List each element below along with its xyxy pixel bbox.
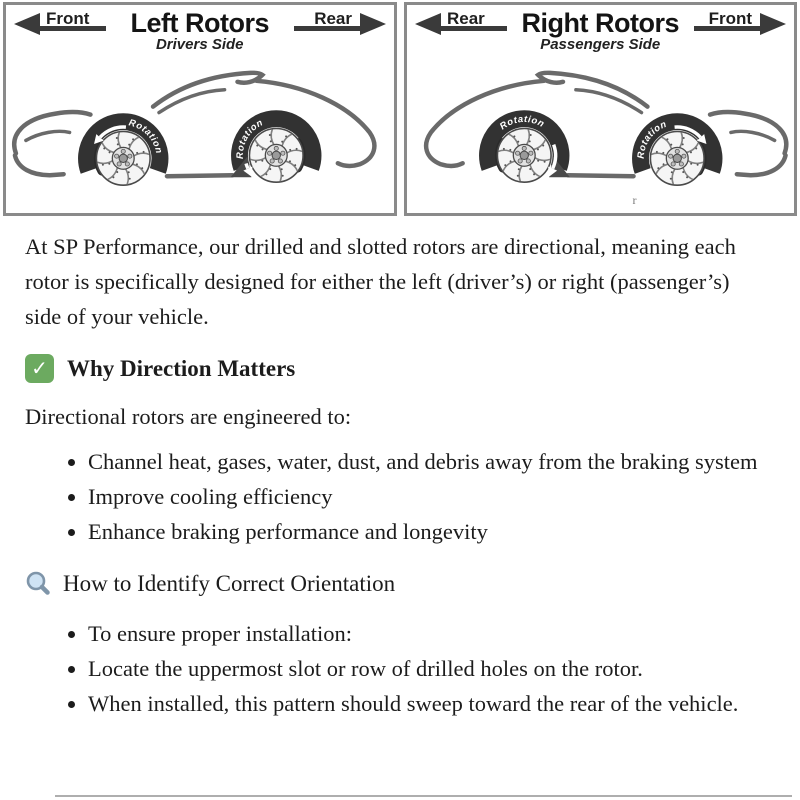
right-rotors-panel <box>404 2 798 216</box>
direction-label: Front <box>46 9 90 28</box>
direction-label: Front <box>708 9 752 28</box>
scan-artifact: r <box>632 193 637 207</box>
rotor-direction-diagram <box>3 2 797 216</box>
intro-paragraph: At SP Performance, our drilled and slotted rotors are directional, meaning each rotor is specifically designed for either the left (driver’s) or right (passenger’s) side of your vehicle. <box>25 234 736 329</box>
panel-title-block <box>131 10 270 54</box>
benefits-list <box>25 444 772 549</box>
rear-direction-arrow-icon <box>413 9 511 39</box>
rotation-label: Rotation <box>496 112 547 132</box>
list-item: • Enhance braking performance and longevity <box>88 514 772 549</box>
section-title: Why Direction Matters <box>67 356 296 381</box>
panel-title: Right Rotors <box>521 8 679 38</box>
panel-subtitle: Passengers Side <box>540 36 661 53</box>
rotation-label: Rotation <box>127 115 166 155</box>
panel-subtitle: Drivers Side <box>155 36 244 53</box>
rear-direction-arrow-icon <box>290 9 388 39</box>
direction-label: Rear <box>446 9 485 28</box>
left-rotors-panel <box>3 2 397 216</box>
panel-title-block <box>522 10 679 54</box>
section-heading-identify-orientation <box>25 566 772 601</box>
section-heading-why-direction-matters <box>25 351 772 386</box>
list-item: • Locate the uppermost slot or row of drilled holes on the rotor. <box>88 651 772 686</box>
section-lead: Directional rotors are engineered to: <box>25 404 352 429</box>
front-direction-arrow-icon <box>12 9 110 39</box>
magnifier-icon <box>25 570 52 597</box>
list-item: • To ensure proper installation: <box>88 616 772 651</box>
article <box>0 229 800 721</box>
panel-header <box>407 5 795 54</box>
bottom-divider <box>55 795 792 797</box>
rotation-label: Rotation <box>233 115 265 159</box>
check-icon: ✓ <box>25 354 54 383</box>
list-item: • When installed, this pattern should sweep toward the rear of the vehicle. <box>88 686 772 721</box>
rotation-label: Rotation <box>634 117 668 159</box>
section-title: How to Identify Correct Orientation <box>63 571 396 596</box>
car-illustration-left-side <box>6 56 394 208</box>
panel-header <box>6 5 394 54</box>
car-illustration-right-side <box>407 56 795 208</box>
front-direction-arrow-icon <box>690 9 788 39</box>
orientation-list <box>25 616 772 721</box>
panel-title: Left Rotors <box>130 8 269 38</box>
list-item: • Channel heat, gases, water, dust, and debris away from the braking system <box>88 444 772 479</box>
direction-label: Rear <box>313 9 352 28</box>
list-item: • Improve cooling efficiency <box>88 479 772 514</box>
